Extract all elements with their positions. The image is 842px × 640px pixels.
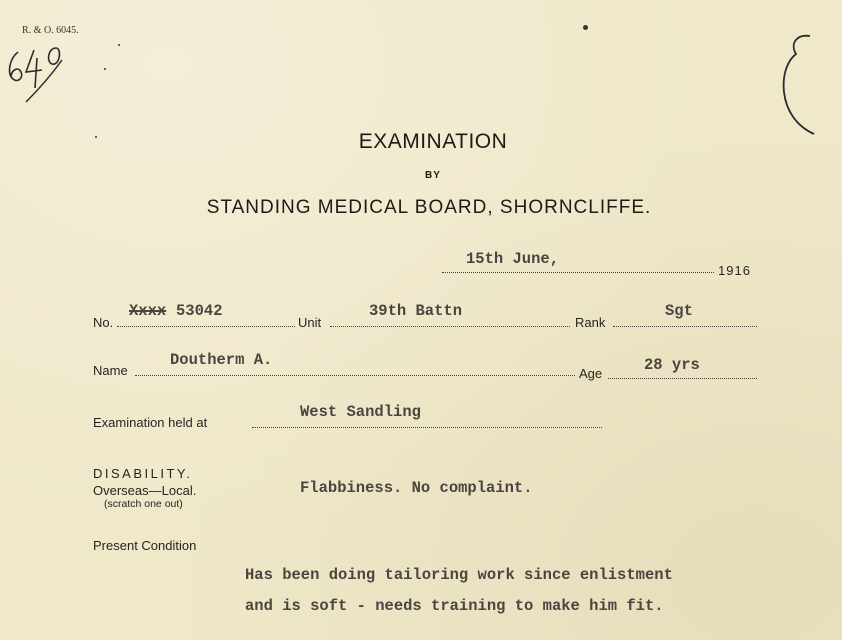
unit-value: 39th Battn: [369, 302, 463, 320]
disability-label: DISABILITY.: [93, 466, 193, 481]
exam-place-value: West Sandling: [300, 403, 421, 421]
scratch-note: (scratch one out): [104, 498, 183, 510]
exam-place-dotted-line: [252, 427, 602, 428]
rank-dotted-line: [613, 326, 757, 327]
year: 1916: [718, 263, 751, 278]
name-label: Name: [93, 363, 128, 378]
overseas-local-label: Overseas—Local.: [93, 483, 197, 498]
exam-place-label: Examination held at: [93, 415, 208, 430]
title-by: BY: [425, 170, 441, 181]
age-label: Age: [579, 366, 603, 381]
ink-speck: [118, 44, 120, 46]
unit-dotted-line: [330, 326, 570, 327]
name-dotted-line: [135, 375, 575, 376]
date-value: 15th June,: [466, 250, 560, 268]
age-value: 28 yrs: [644, 356, 700, 374]
ink-speck: [104, 68, 106, 70]
condition-line-1: Has been doing tailoring work since enlistment: [245, 566, 673, 584]
rank-value: Sgt: [665, 302, 693, 320]
no-struck-value: Xxxx: [129, 302, 167, 320]
age-dotted-line: [608, 378, 757, 379]
unit-label: Unit: [298, 315, 322, 330]
document-title: EXAMINATION: [358, 130, 508, 153]
disability-value: Flabbiness. No complaint.: [300, 479, 533, 497]
rank-label: Rank: [575, 315, 606, 330]
handwritten-number: [4, 44, 76, 106]
no-value: 53042: [176, 302, 223, 320]
condition-line-2: and is soft - needs training to make him fit.: [245, 597, 664, 615]
no-label: No.: [93, 315, 114, 330]
ink-speck: [583, 25, 588, 30]
present-condition-label: Present Condition: [93, 538, 197, 553]
form-code: R. & O. 6045.: [22, 25, 79, 36]
name-value: Doutherm A.: [170, 351, 273, 369]
date-dotted-line: [442, 272, 714, 273]
handwritten-letter: [778, 30, 826, 140]
board-name: STANDING MEDICAL BOARD, SHORNCLIFFE.: [206, 197, 652, 218]
no-dotted-line: [117, 326, 295, 327]
